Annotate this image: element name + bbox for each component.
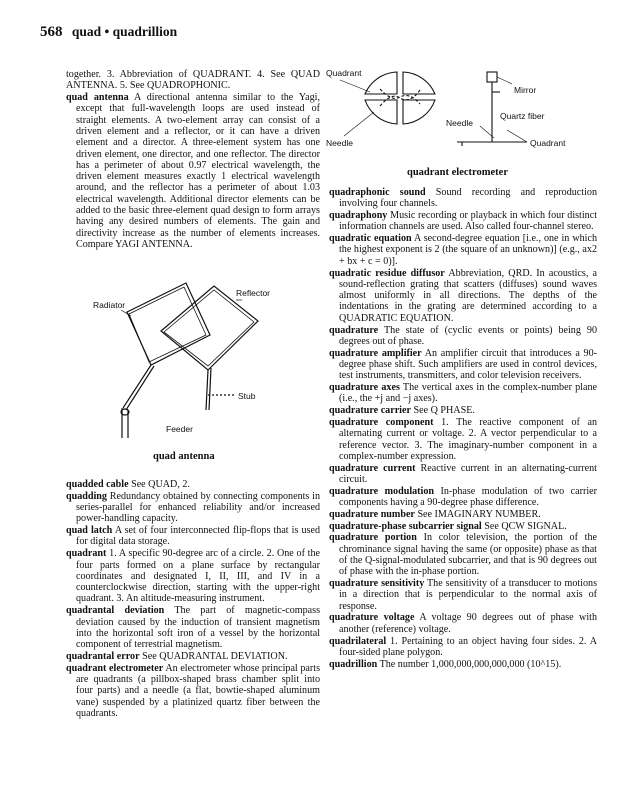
term: quadratic equation xyxy=(329,233,412,245)
definition: See QUAD, 2. xyxy=(131,479,190,490)
definition: The sensitivity of a transducer to motions in a direction that is perpendicular to the normal axis of response. xyxy=(339,578,597,612)
entry-quadraphonic-sound xyxy=(329,187,597,210)
entry-quadded-cable xyxy=(66,479,320,490)
term: quadratic residue diffusor xyxy=(329,267,445,279)
left-column-lower xyxy=(66,479,320,720)
entry-quadrature-current xyxy=(329,463,597,486)
entry-quadding xyxy=(66,491,320,525)
term: quadrantal deviation xyxy=(66,605,165,617)
continued-entry: together. 3. Abbreviation of QUADRANT. 4. See QUAD ANTENNA. 5. See QUADROPHONIC. xyxy=(66,69,320,92)
term: quadrature axes xyxy=(329,382,400,394)
entry-quadrature-carrier xyxy=(329,405,597,416)
label-stub: Stub xyxy=(238,391,256,401)
term: quadrature portion xyxy=(329,532,417,544)
caption-quad-antenna: quad antenna xyxy=(153,451,215,462)
definition: An electrometer whose principal parts are quadrants (a pillbox-shaped brass chamber split into four parts) and a needle (a flat, bowtie-shaped aluminum vane) suspended by a platinized quartz fiber between the quadrants. xyxy=(76,662,321,719)
entry-quadraphony xyxy=(329,210,597,233)
definition: A set of four interconnected flip-flops that is used for digital data storage. xyxy=(76,525,321,548)
definition: 1. The reactive component of an alternating current or voltage. 2. A vector perpendicular to a reference vector. 3. The imaginary-number component in a complex-number expression. xyxy=(339,416,598,462)
entry-quadrant-electrometer xyxy=(66,663,320,719)
term: quadrilateral xyxy=(329,635,387,647)
definition: 1. Pertaining to an object having four sides. 2. A four-sided plane polygon. xyxy=(339,635,597,658)
definition: The state of (cyclic events or points) being 90 degrees out of phase. xyxy=(339,324,597,347)
entry-quadrature-amplifier xyxy=(329,348,597,382)
definition: See Q PHASE. xyxy=(413,405,475,417)
definition: A directional antenna similar to the Yagi, except that full-wavelength loops are used instead of straight elements. A two-element array can consist of a driven element and a reflector, or it can have a driven element and a director. A three-element system has one driven element, one director, and one reflector. The director has a perimeter of about 0.97 electrical wavelength, the driven element measures exactly 1 electrical wavelength around, and the reflector has a perimeter of about 1.03 electrical wavelength. Additional director elements can be added to the basic three-element quad design to form arrays having any desired numbers of elements. The gain and directivity increase as the number of elements increases. Compare YAGI ANTENNA. xyxy=(76,92,321,250)
entry-quadrature-portion xyxy=(329,532,597,577)
term: quadded cable xyxy=(66,479,129,490)
entry-quadratic-equation xyxy=(329,233,597,267)
term: quadding xyxy=(66,490,107,502)
label-feeder: Feeder xyxy=(166,424,193,434)
entry-quadrature xyxy=(329,325,597,348)
definition: See QCW SIGNAL. xyxy=(484,520,567,532)
term: quadrantal error xyxy=(66,650,140,662)
entry-quadrature-phase-subcarrier-signal xyxy=(329,521,597,532)
term: quadrature-phase subcarrier signal xyxy=(329,520,482,532)
definition: Reactive current in an alternating-current circuit. xyxy=(339,462,597,485)
caption-quadrant-electrometer: quadrant electrometer xyxy=(407,167,508,178)
entry-quadrilateral xyxy=(329,636,597,659)
definition: A second-degree equation [i.e., one in which the highest exponent is 2 (the square of an unknown)] (e.g., ax2 + bx + c = 0)]. xyxy=(339,233,597,267)
label-quadrant-right: Quadrant xyxy=(530,138,566,148)
definition: The number 1,000,000,000,000,000 (10^15). xyxy=(379,658,562,670)
left-column xyxy=(66,69,320,251)
quadrant-electrometer-figure xyxy=(322,62,612,162)
label-needle-left: Needle xyxy=(326,138,353,148)
definition: In color television, the portion of the chrominance signal having the same (or opposite) phase as that of the Q-signal-modulated subcarrier, and that is 90 degrees out of phase with the in-phase portion. xyxy=(339,532,597,578)
definition: An amplifier circuit that introduces a 90-degree phase shift. Such amplifiers are used in control devices, test instruments, transmitters, and color television receivers. xyxy=(339,347,598,382)
label-quadrant-top: Quadrant xyxy=(326,68,362,78)
definition: Music recording or playback in which four distinct information channels are used. Also called four-channel stereo. xyxy=(339,210,597,233)
entry-quadrant xyxy=(66,548,320,604)
entry-quadratic-residue-diffusor xyxy=(329,268,597,324)
term: quad antenna xyxy=(66,92,129,104)
term: quadrature amplifier xyxy=(329,347,422,359)
label-mirror: Mirror xyxy=(514,85,537,95)
entry-quadrantal-deviation xyxy=(66,605,320,650)
page-header xyxy=(40,24,177,41)
guide-words: quad • quadrillion xyxy=(71,24,178,39)
term: quadrature carrier xyxy=(329,405,411,417)
definition: A voltage 90 degrees out of phase with another (reference) voltage. xyxy=(339,612,598,635)
term: quadraphony xyxy=(329,210,388,222)
entry-quadrature-component xyxy=(329,417,597,462)
page-number: 568 xyxy=(40,24,63,40)
entry-quadrature-modulation xyxy=(329,486,597,509)
entry-quadrantal-error xyxy=(66,651,320,662)
entry-quadrillion xyxy=(329,659,597,670)
term: quadrature sensitivity xyxy=(329,578,425,590)
label-quartz-fiber: Quartz fiber xyxy=(500,111,545,121)
definition: 1. A specific 90-degree arc of a circle. 2. One of the four parts formed on a plane surface by rectangular coordinates and designated I, II, III, and IV in a counterclockwise direction, starting with the upper-right quadrant. 3. An altitude-measuring instrument. xyxy=(76,548,320,605)
term: quadrillion xyxy=(329,658,378,670)
entry-quadrature-sensitivity xyxy=(329,578,597,612)
entry-quadrature-axes xyxy=(329,382,597,405)
term: quadrature number xyxy=(329,508,415,520)
right-column xyxy=(329,187,597,670)
term: quadrant electrometer xyxy=(66,662,164,674)
label-reflector: Reflector xyxy=(236,288,271,298)
quad-antenna-figure xyxy=(88,280,298,440)
label-needle-right: Needle xyxy=(446,118,473,128)
entry-quad-latch xyxy=(66,525,320,548)
definition: In-phase modulation of two carrier components having a 90-degree phase difference. xyxy=(339,485,598,509)
definition: See IMAGINARY NUMBER. xyxy=(417,508,541,520)
term: quadrant xyxy=(66,548,107,560)
term: quadrature modulation xyxy=(329,485,435,497)
term: quadrature xyxy=(329,324,379,336)
entry-quad-antenna xyxy=(66,92,320,250)
definition: See QUADRANTAL DEVIATION. xyxy=(142,650,288,662)
entry-quadrature-number xyxy=(329,509,597,520)
term: quadrature voltage xyxy=(329,612,415,624)
definition: The vertical axes in the complex-number plane (i.e., the +j and −j axes). xyxy=(339,382,597,405)
definition: Redundancy obtained by connecting components in series-parallel for enhanced reliability and/or increased power-handling capacity. xyxy=(76,490,320,525)
definition: Abbreviation, QRD. In acoustics, a sound-reflection grating that scatters (diffuses) sound waves almost uniformly in all directions. The depths of the indentations in the grating are determined according to a QUADRATIC EQUATION. xyxy=(339,267,597,324)
term: quadrature current xyxy=(329,462,416,474)
definition: The part of magnetic-compass deviation caused by the induction of transient magnetism into the horizontal soft iron of a vessel by the horizontal component of terrestrial magnetism. xyxy=(76,605,321,651)
entry-quadrature-voltage xyxy=(329,612,597,635)
label-radiator: Radiator xyxy=(93,300,126,310)
term: quadrature component xyxy=(329,416,434,428)
definition: Sound recording and reproduction involving four channels. xyxy=(339,187,597,210)
term: quad latch xyxy=(66,525,113,537)
term: quadraphonic sound xyxy=(329,187,426,198)
